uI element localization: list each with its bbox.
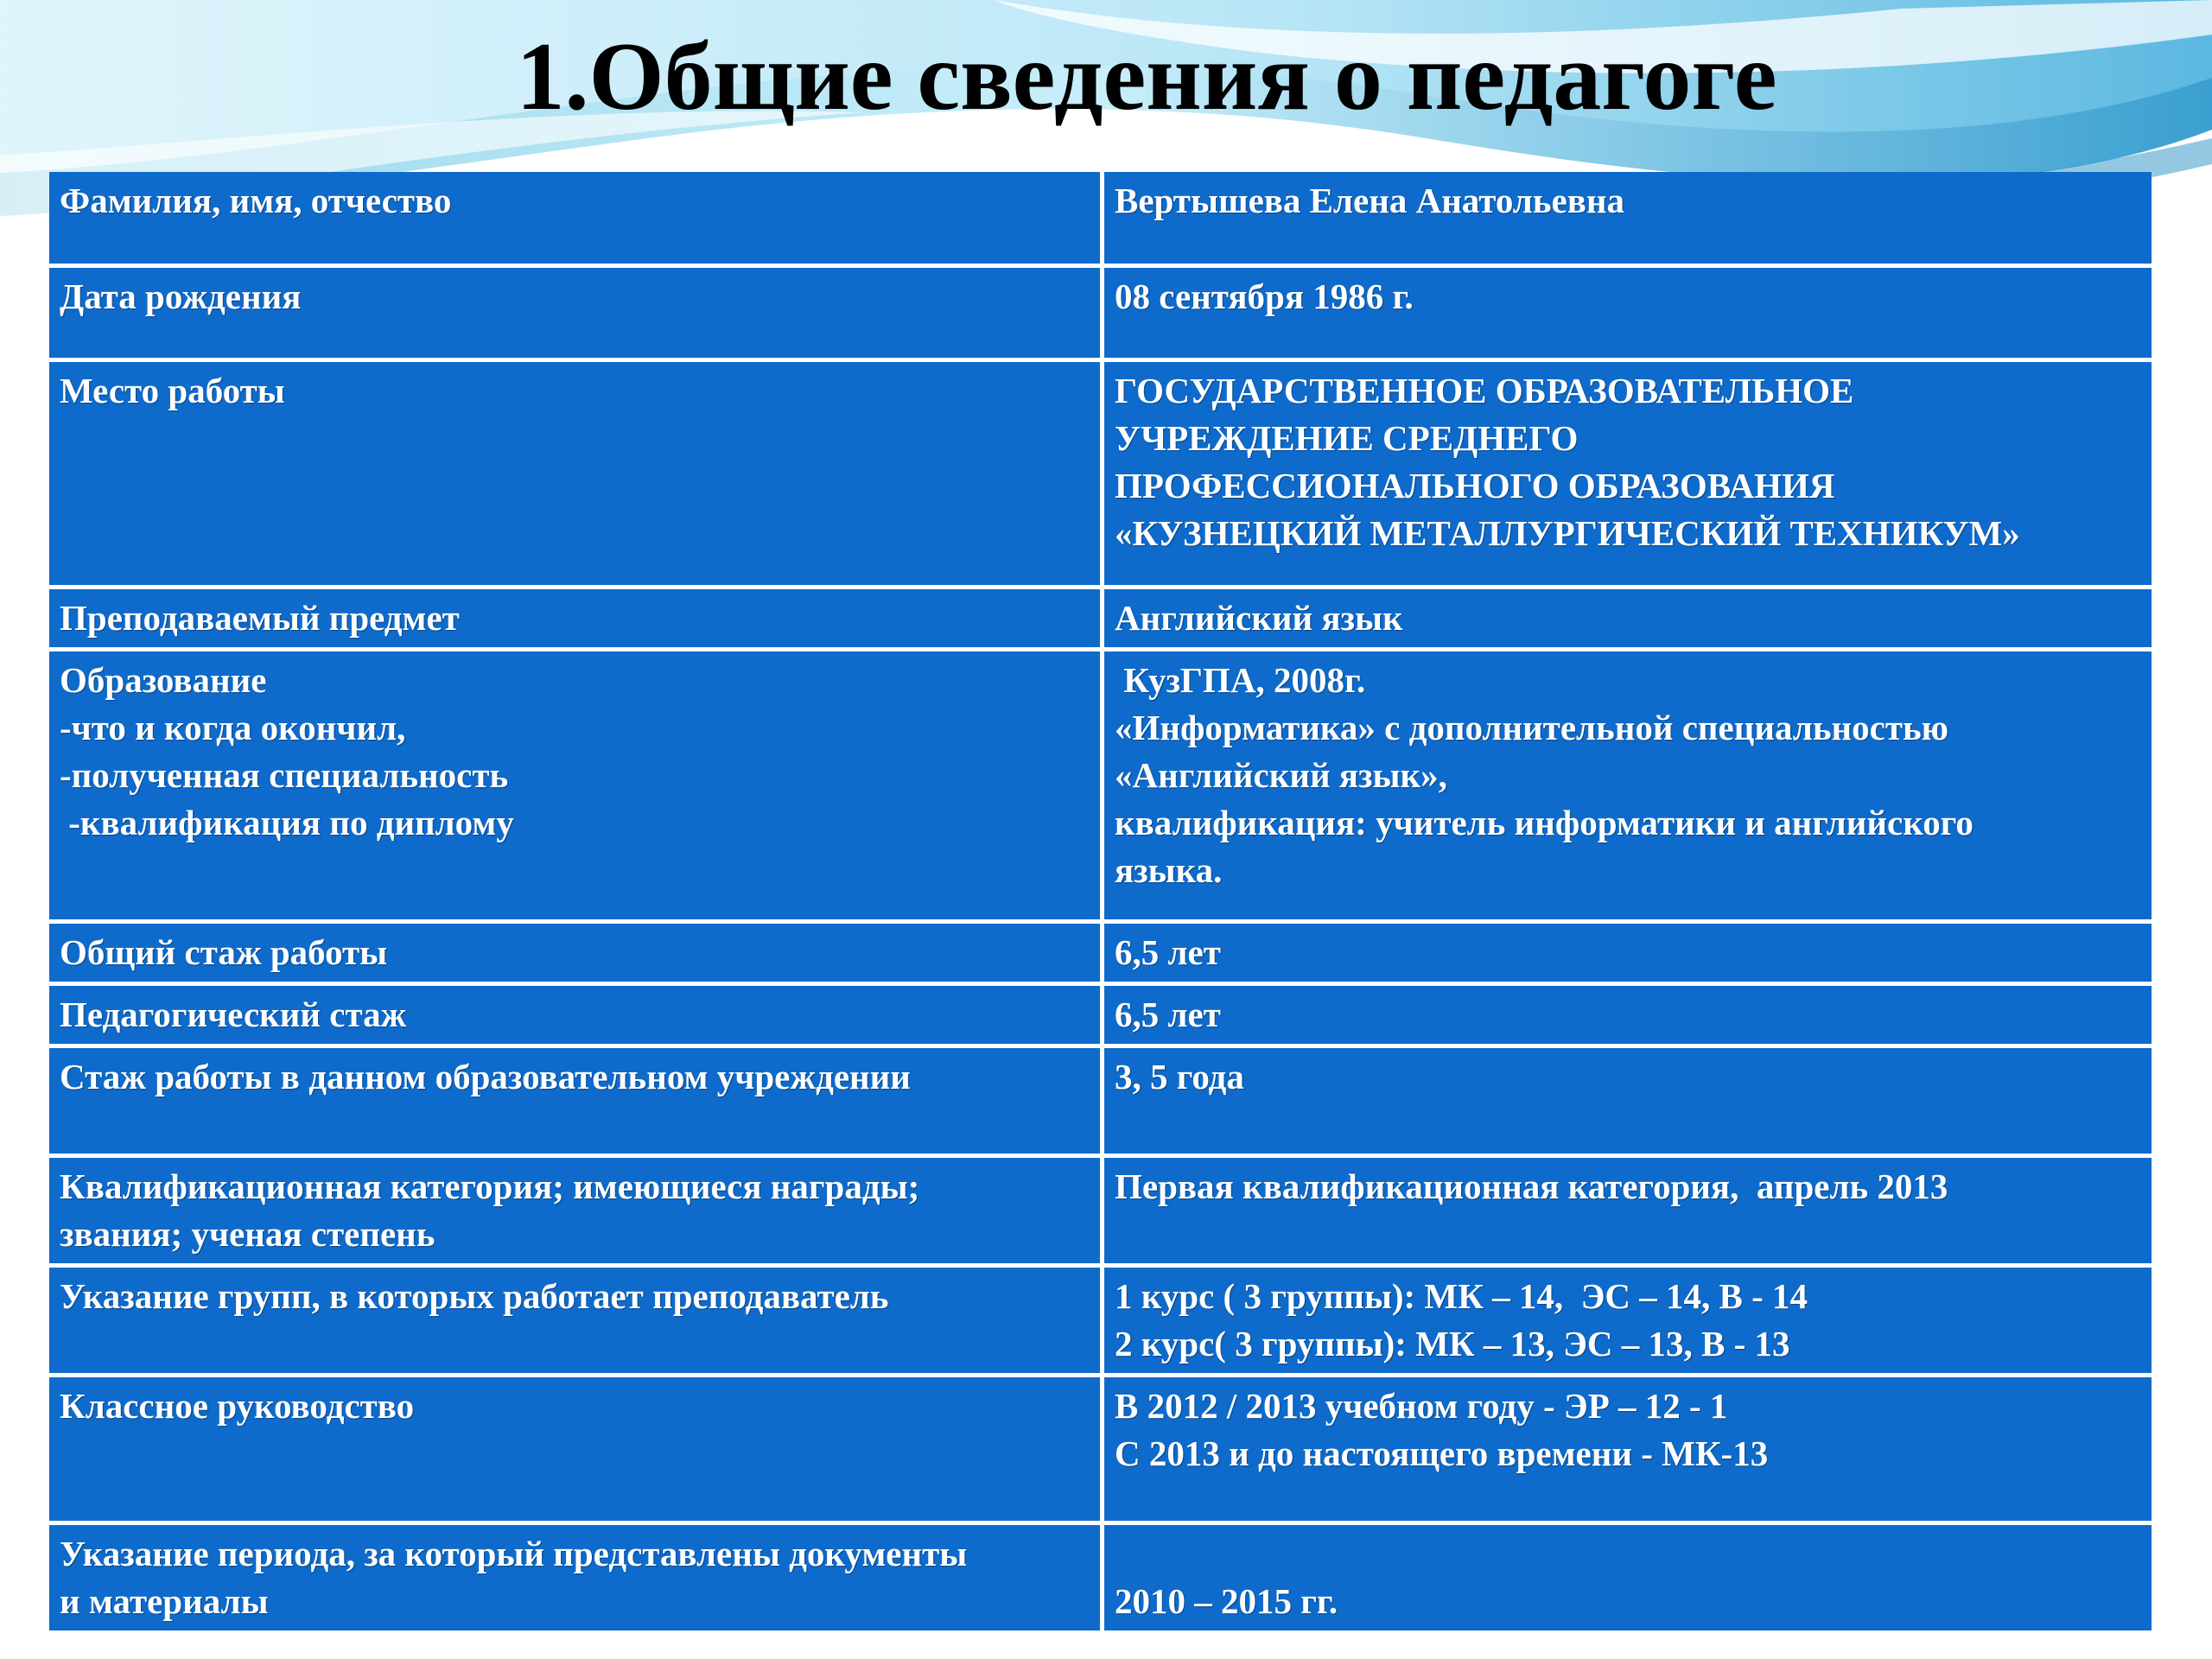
value-line: «Информатика» с дополнительной специальностью	[1115, 708, 1948, 747]
value-line: В 2012 / 2013 учебном году - ЭР – 12 - 1	[1115, 1386, 1728, 1426]
table-row	[49, 172, 2152, 264]
table-row	[49, 589, 2152, 647]
value-line: УЧРЕЖДЕНИЕ СРЕДНЕГО	[1115, 418, 1579, 458]
row-label	[49, 1268, 1100, 1373]
value-line: 6,5 лет	[1115, 995, 1221, 1034]
label-line: -квалификация по диплому	[60, 803, 514, 842]
value-line: Вертышева Елена Анатольевна	[1115, 181, 1624, 220]
value-line: 1 курс ( 3 группы): МК – 14, ЭС – 14, В - 14	[1115, 1276, 1808, 1316]
table-row	[49, 1268, 2152, 1373]
value-line: «Английский язык»,	[1115, 755, 1447, 795]
label-line: Квалификационная категория; имеющиеся награды;	[60, 1166, 920, 1206]
value-line: КузГПА, 2008г.	[1115, 660, 1366, 700]
label-line: Педагогический стаж	[60, 995, 407, 1034]
row-value	[1104, 1377, 2152, 1521]
row-value	[1104, 172, 2152, 264]
value-line: 2010 – 2015 гг.	[1115, 1581, 1338, 1621]
table-row	[49, 1377, 2152, 1521]
label-line: и материалы	[60, 1581, 269, 1621]
row-label	[49, 652, 1100, 919]
row-value	[1104, 268, 2152, 358]
label-line: Преподаваемый предмет	[60, 598, 460, 638]
value-line: 6,5 лет	[1115, 932, 1221, 972]
label-line: Фамилия, имя, отчество	[60, 181, 452, 220]
value-line: С 2013 и до настоящего времени - МК-13	[1115, 1433, 1769, 1473]
label-line: звания; ученая степень	[60, 1214, 435, 1254]
row-label	[49, 924, 1100, 982]
row-value	[1104, 589, 2152, 647]
label-line: Указание периода, за который представлены документы	[60, 1534, 968, 1573]
row-label	[49, 1377, 1100, 1521]
label-line: Образование	[60, 660, 267, 700]
value-line: квалификация: учитель информатики и английского	[1115, 803, 1974, 842]
table-row	[49, 652, 2152, 919]
row-value	[1104, 1268, 2152, 1373]
value-line: 2 курс( 3 группы): МК – 13, ЭС – 13, В - 13	[1115, 1324, 1790, 1363]
label-line: Дата рождения	[60, 276, 302, 316]
value-line: 3, 5 года	[1115, 1057, 1244, 1096]
row-label	[49, 986, 1100, 1044]
table-row	[49, 1525, 2152, 1630]
row-value	[1104, 1525, 2152, 1630]
table-row	[49, 924, 2152, 982]
label-line: Место работы	[60, 371, 285, 410]
value-line: языка.	[1115, 850, 1223, 890]
table-row	[49, 1158, 2152, 1263]
row-value	[1104, 924, 2152, 982]
row-label	[49, 172, 1100, 264]
row-label	[49, 268, 1100, 358]
page-title: 1.Общие сведения о педагоге	[516, 23, 1777, 130]
value-line: Первая квалификационная категория, апрель 2013	[1115, 1166, 1948, 1206]
row-label	[49, 1525, 1100, 1630]
label-line: Стаж работы в данном образовательном учреждении	[60, 1057, 911, 1096]
table-row	[49, 362, 2152, 585]
table-row	[49, 268, 2152, 358]
table-row	[49, 986, 2152, 1044]
value-line: ГОСУДАРСТВЕННОЕ ОБРАЗОВАТЕЛЬНОЕ	[1115, 371, 1854, 410]
row-label	[49, 362, 1100, 585]
row-value	[1104, 986, 2152, 1044]
row-label	[49, 589, 1100, 647]
label-line: -полученная специальность	[60, 755, 509, 795]
value-line: «КУЗНЕЦКИЙ МЕТАЛЛУРГИЧЕСКИЙ ТЕХНИКУМ»	[1115, 513, 2020, 553]
value-line: ПРОФЕССИОНАЛЬНОГО ОБРАЗОВАНИЯ	[1115, 466, 1835, 505]
row-value	[1104, 1048, 2152, 1154]
row-value	[1104, 1158, 2152, 1263]
row-value	[1104, 362, 2152, 585]
label-line: Общий стаж работы	[60, 932, 388, 972]
value-line: Английский язык	[1115, 598, 1403, 638]
table-row	[49, 1048, 2152, 1154]
label-line: -что и когда окончил,	[60, 708, 406, 747]
row-value	[1104, 652, 2152, 919]
row-label	[49, 1158, 1100, 1263]
row-label	[49, 1048, 1100, 1154]
label-line: Классное руководство	[60, 1386, 415, 1426]
info-table	[45, 168, 2156, 1635]
value-line: 08 сентября 1986 г.	[1115, 276, 1414, 316]
label-line: Указание групп, в которых работает преподаватель	[60, 1276, 889, 1316]
